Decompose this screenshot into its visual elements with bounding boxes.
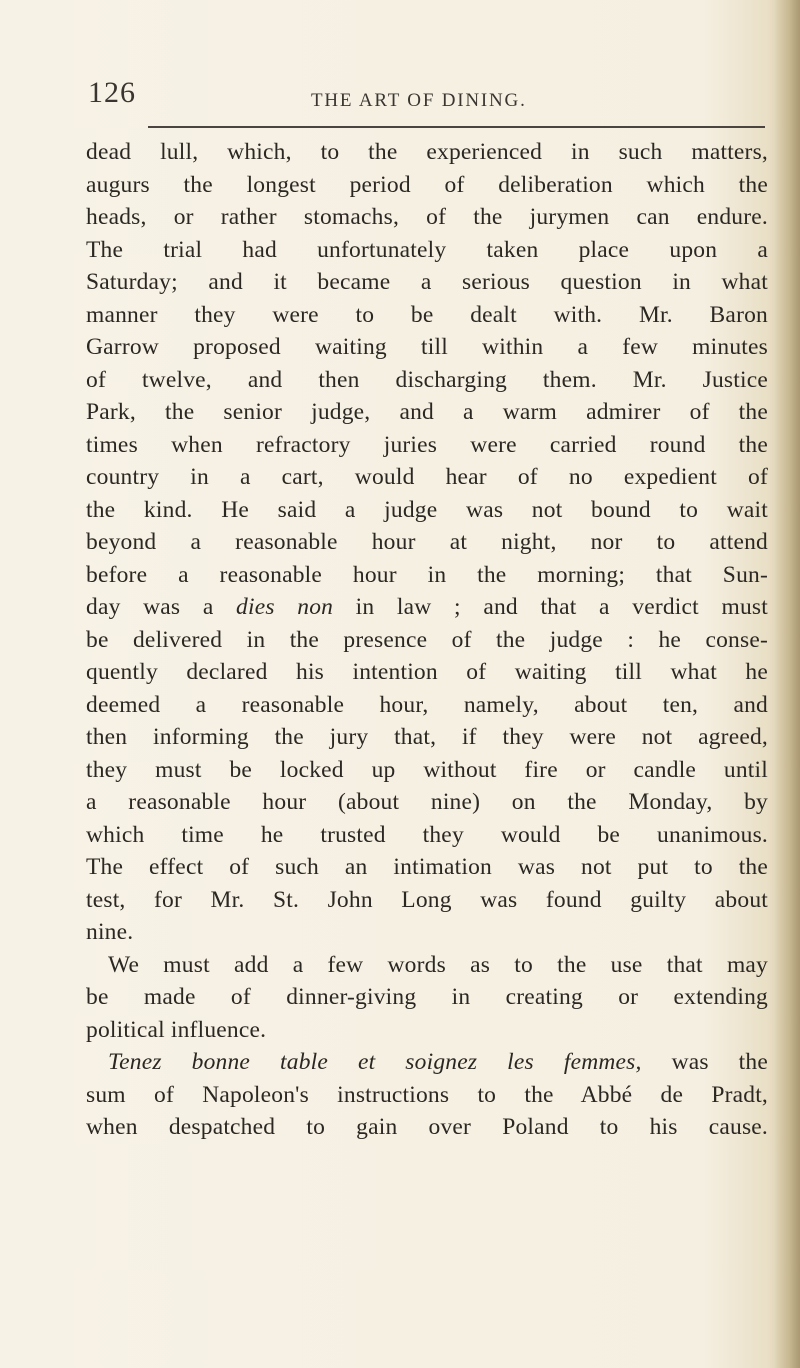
text-line: be delivered in the presence of the judge : he conse- [86, 626, 768, 653]
text-line: Garrow proposed waiting till within a few minutes [86, 334, 768, 360]
text-line: test, for Mr. St. John Long was found guilty about [86, 886, 768, 913]
italic-phrase: Tenez bonne table et soignez les femmes, [108, 1049, 642, 1075]
text-line: then informing the jury that, if they were not agreed, [86, 724, 768, 750]
text-line: The trial had unfortunately taken place upon a [86, 236, 768, 263]
italic-phrase: dies non [236, 594, 334, 620]
text-line-with-italic [86, 1046, 768, 1079]
text-line: dead lull, which, to the experienced in such matters, [86, 139, 768, 165]
text-line: The effect of such an intimation was not put to the [86, 854, 768, 880]
running-title: THE ART OF DINING. [311, 90, 527, 111]
text-line-with-italic [86, 591, 768, 624]
text-line: times when refractory juries were carried round the [86, 431, 768, 458]
page-number: 126 [88, 76, 136, 109]
text-line: deemed a reasonable hour, namely, about ten, and [86, 691, 768, 718]
text-line: when despatched to gain over Poland to his cause. [86, 1114, 768, 1140]
text-line: a reasonable hour (about nine) on the Monday, by [86, 789, 768, 815]
text-line: political influence. [86, 1016, 267, 1043]
text-line: augurs the longest period of deliberation which the [86, 171, 768, 198]
header-rule [148, 126, 765, 128]
text-line: be made of dinner-giving in creating or extending [86, 984, 768, 1010]
page-edge-shadow [774, 0, 800, 1368]
text-line: quently declared his intention of waiting till what he [86, 659, 768, 685]
text-line: Park, the senior judge, and a warm admirer of the [86, 399, 768, 425]
text-line: the kind. He said a judge was not bound to wait [86, 496, 768, 523]
text-line: they must be locked up without fire or candle until [86, 756, 768, 783]
text-fragment: in law ; and that a verdict must [333, 594, 768, 620]
text-fragment: was the [641, 1049, 768, 1075]
text-line: country in a cart, would hear of no expedient of [86, 464, 768, 490]
text-line: Saturday; and it became a serious question in what [86, 269, 768, 295]
text-line: We must add a few words as to the use that may [108, 951, 768, 978]
text-line: which time he trusted they would be unanimous. [86, 821, 768, 848]
text-line: before a reasonable hour in the morning; that Sun- [86, 561, 768, 588]
text-fragment: day was a [86, 594, 237, 620]
text-line: manner they were to be dealt with. Mr. Baron [86, 301, 768, 328]
page-header [85, 78, 775, 114]
text-line: beyond a reasonable hour at night, nor to attend [86, 529, 768, 555]
text-line: nine. [86, 919, 134, 945]
text-line: sum of Napoleon's instructions to the Abbé de Pradt, [86, 1081, 768, 1108]
text-line: of twelve, and then discharging them. Mr. Justice [86, 366, 768, 393]
body-text [86, 136, 768, 1144]
text-line: heads, or rather stomachs, of the jurymen can endure. [86, 204, 768, 230]
